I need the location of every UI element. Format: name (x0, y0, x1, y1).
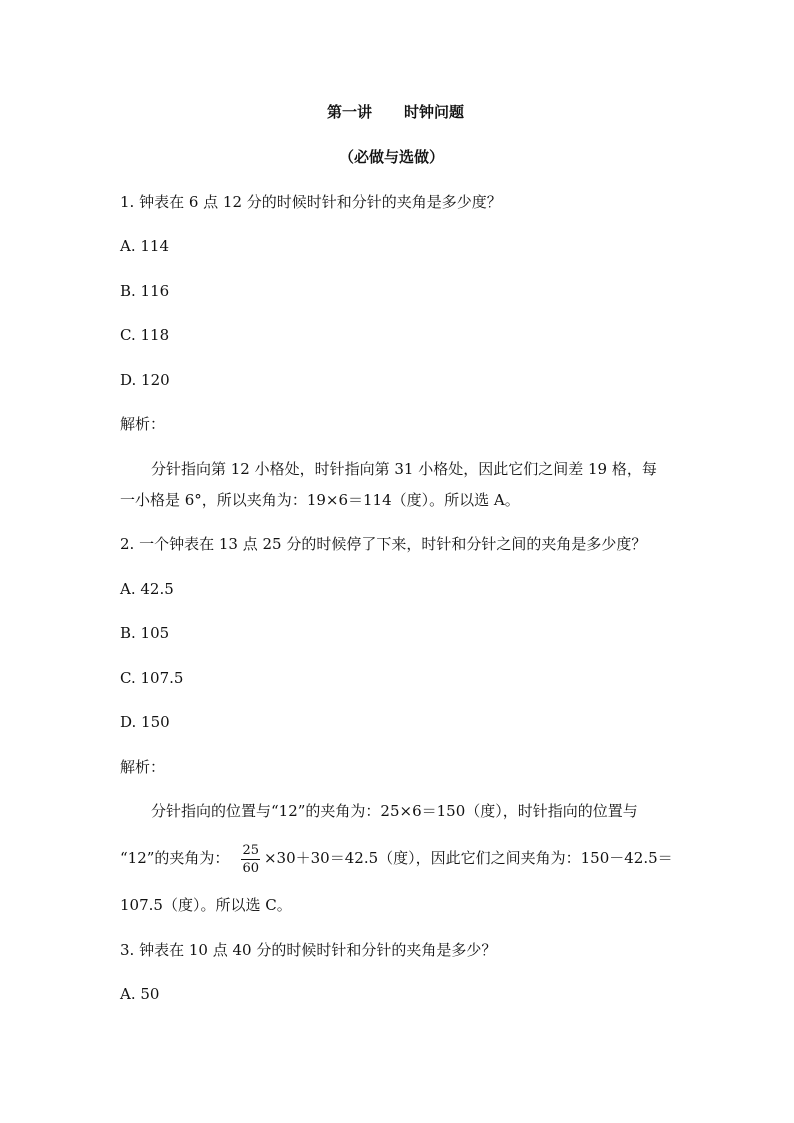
question-2-analysis-label: 解析： (120, 758, 166, 776)
question-1-option-b: B. 116 (120, 282, 170, 300)
question-2-analysis-line-1: 分针指向的位置与“12”的夹角为：25×6＝150（度），时针指向的位置与 (151, 802, 638, 820)
question-1-analysis-line-2: 一小格是 6°，所以夹角为：19×6＝114（度）。所以选 A。 (120, 491, 520, 509)
question-1-option-a: A. 114 (120, 237, 169, 255)
question-2-analysis-line-2 (120, 838, 673, 878)
question-3-text: 3. 钟表在 10 点 40 分的时候时针和分针的夹角是多少？ (120, 941, 497, 959)
question-2-option-c: C. 107.5 (120, 669, 184, 687)
question-2-option-b: B. 105 (120, 624, 170, 642)
question-2-option-a: A. 42.5 (120, 580, 174, 598)
question-1-option-c: C. 118 (120, 326, 170, 344)
question-1-text: 1. 钟表在 6 点 12 分的时候时针和分针的夹角是多少度？ (120, 193, 502, 211)
question-2-text: 2. 一个钟表在 13 点 25 分的时候停了下来，时针和分针之间的夹角是多少度？ (120, 535, 647, 553)
analysis-text-suffix: ×30＋30＝42.5（度），因此它们之间夹角为：150－42.5＝ (263, 849, 673, 867)
question-2-option-d: D. 150 (120, 713, 170, 731)
lecture-number: 第一讲 (327, 103, 373, 121)
section-subtitle: （必做与选做） (339, 148, 445, 166)
question-1-option-d: D. 120 (120, 371, 170, 389)
fraction-denominator: 60 (242, 860, 259, 876)
question-3-option-a: A. 50 (120, 985, 160, 1003)
lecture-title (327, 102, 464, 122)
lecture-topic: 时钟问题 (404, 103, 465, 121)
fraction-numerator: 25 (242, 842, 259, 858)
analysis-text-prefix: “12”的夹角为： (120, 849, 230, 867)
question-2-analysis-line-3: 107.5（度）。所以选 C。 (120, 896, 292, 914)
fraction (241, 843, 260, 876)
question-1-analysis-line-1: 分针指向第 12 小格处，时针指向第 31 小格处，因此它们之间差 19 格，每 (151, 460, 657, 478)
question-1-analysis-label: 解析： (120, 415, 166, 433)
